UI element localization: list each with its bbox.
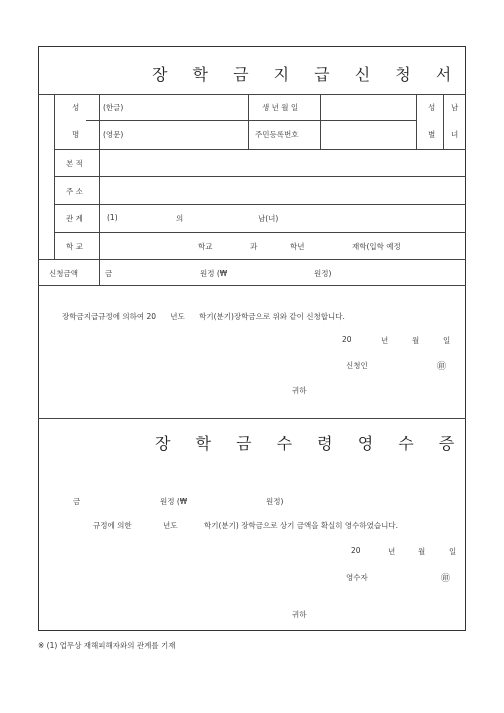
line-below-hometown [54, 176, 466, 177]
gender-label-top: 성 [428, 103, 436, 112]
application-title: 장 학 금 지 급 신 청 서 [152, 65, 462, 84]
amount-label: 신청금액 [49, 269, 78, 278]
gender-female-option[interactable]: 녀 [451, 130, 459, 139]
name-english-field[interactable]: (영문) [103, 130, 124, 139]
hometown-label: 본 적 [66, 159, 83, 168]
receipt-date-year: 년 [388, 547, 396, 556]
receiver-seal-icon: ㊞ [441, 574, 451, 584]
receipt-title: 장 학 금 수 령 영 수 증 [155, 434, 465, 453]
address-label: 주 소 [66, 187, 83, 196]
line-birth-left [248, 94, 249, 149]
line-name-mid [86, 120, 416, 121]
gender-label-bottom: 별 [428, 130, 436, 139]
gender-male-option[interactable]: 남 [451, 103, 459, 112]
name-label-bottom: 명 [72, 130, 80, 139]
line-section-divider [38, 418, 466, 419]
line-below-address [54, 204, 466, 205]
application-date-20: 20 [342, 335, 352, 344]
receipt-statement-c: 학기(분기) 장학금으로 상기 금액을 확실히 영수하였습니다. [204, 521, 399, 530]
line-below-relation [54, 232, 466, 233]
applicant-seal-icon: ㊞ [437, 362, 447, 372]
line-birth-right [320, 94, 321, 149]
receipt-statement-b: 년도 [163, 521, 178, 530]
name-korean-field[interactable]: (한글) [103, 103, 124, 112]
amount-won: 원정 (₩ [200, 269, 228, 278]
line-below-amount [38, 285, 466, 286]
line-label-col [99, 94, 100, 285]
resident-number-label: 주민등록번호 [255, 130, 299, 139]
line-below-school [38, 259, 466, 260]
application-date-day: 일 [443, 336, 451, 345]
receipt-addressee: 귀하 [292, 610, 307, 619]
school-unit: 학교 [198, 242, 213, 251]
line-gender-left [416, 94, 417, 149]
line-left-margin [54, 94, 55, 259]
school-label: 학 교 [66, 242, 83, 251]
receipt-date-month: 월 [418, 547, 426, 556]
relation-of: 의 [176, 214, 184, 223]
amount-won-close: 원정) [314, 269, 332, 278]
application-date-month: 월 [412, 336, 420, 345]
grade-unit: 학년 [290, 242, 305, 251]
line-gender-right [443, 94, 444, 149]
applicant-label: 신청인 [346, 361, 368, 370]
receiver-label: 영수자 [346, 573, 368, 582]
receipt-amount-won: 원정 (₩ [160, 497, 188, 506]
application-statement: 장학금지급규정에 의하여 20 년도 학기(분기)장학금으로 위와 같이 신청합니다. [62, 312, 345, 321]
relation-label: 관 계 [66, 214, 83, 223]
birth-date-label: 생 년 월 일 [262, 103, 299, 112]
relation-child: 남(녀) [258, 214, 279, 223]
receipt-date-day: 일 [449, 547, 457, 556]
receipt-date-20: 20 [351, 546, 361, 555]
application-addressee: 귀하 [292, 386, 307, 395]
relation-footnote-ref: (1) [107, 213, 118, 222]
amount-prefix: 금 [105, 269, 113, 278]
application-date-year: 년 [381, 336, 389, 345]
receipt-amount-prefix: 금 [73, 497, 81, 506]
receipt-statement-a: 규정에 의한 [93, 521, 132, 530]
enrollment-status: 재학(입학 예정 [352, 242, 401, 251]
receipt-amount-won-close: 원정) [266, 497, 284, 506]
line-below-name [54, 149, 466, 150]
footnote: ※ (1) 업무상 재해피해자와의 관계를 기재 [38, 641, 176, 650]
department-unit: 과 [250, 242, 258, 251]
name-label-top: 성 [72, 103, 80, 112]
line-below-title [38, 94, 466, 95]
